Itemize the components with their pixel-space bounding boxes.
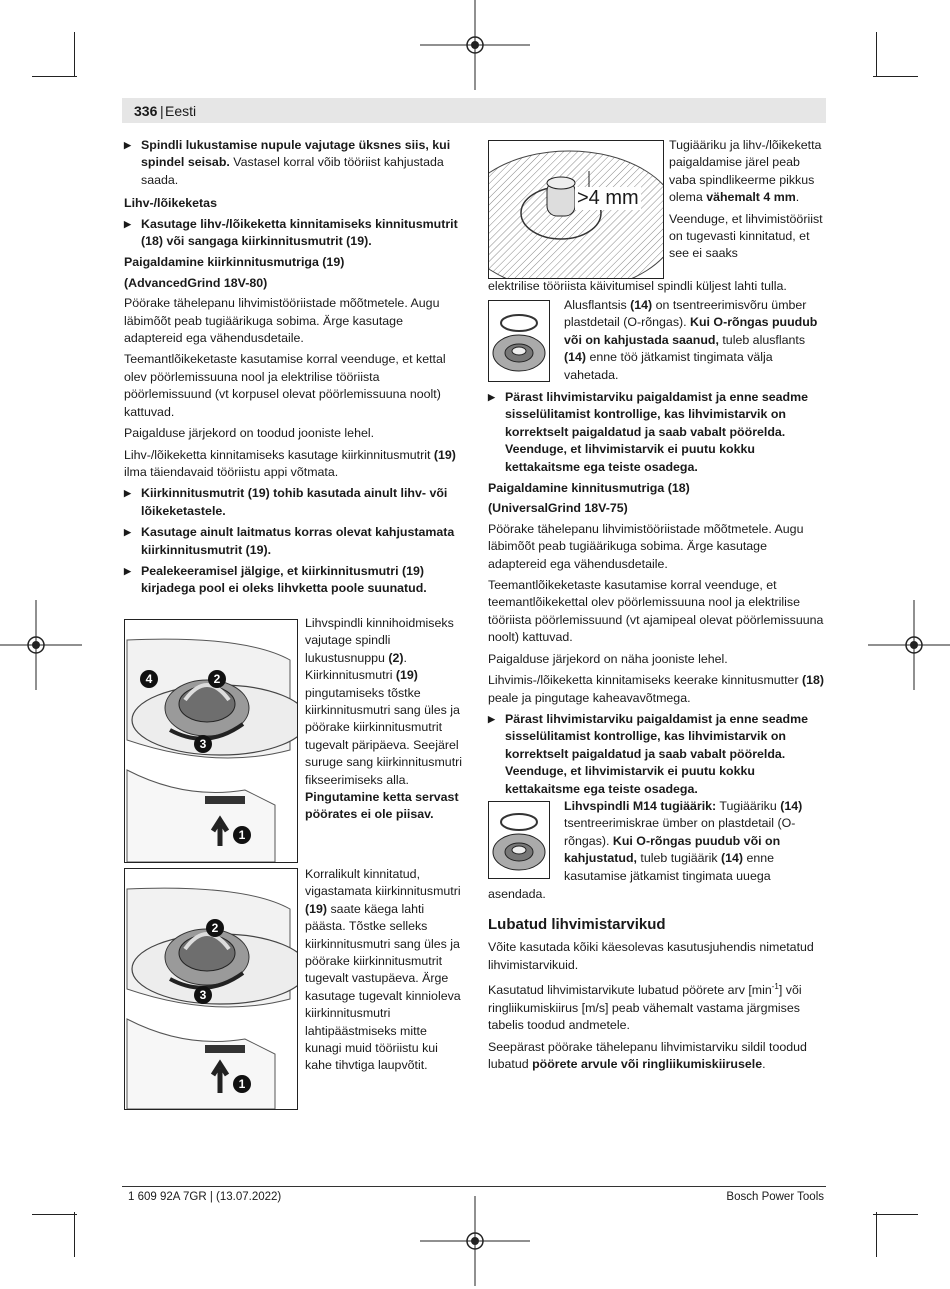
header-separator: | xyxy=(160,103,164,119)
grinder-illustration xyxy=(125,869,297,1109)
measurement-label: >4 mm xyxy=(577,187,639,209)
section-subheading: (UniversalGrind 18V-75) xyxy=(488,501,628,516)
allowed-accessories-section xyxy=(488,908,828,1077)
registration-mark-icon xyxy=(868,600,950,690)
right-column xyxy=(488,389,828,802)
paragraph: asendada. xyxy=(488,887,546,901)
paragraph: Lihvimis-/lõikeketta kinnitamiseks keerake kinnitusmutter (18) peale ja pingutage kaheavavõtmega. xyxy=(488,673,825,705)
crop-mark xyxy=(32,1214,77,1215)
crop-mark xyxy=(873,76,918,77)
callout-number-3: 3 xyxy=(194,986,212,1004)
crop-mark xyxy=(74,32,75,77)
warning-bullet: ▶ Spindli lukustamise nupule vajutage üksnes siis, kui spindel seisab. Vastasel korral võib tööriist kahjustada saada. xyxy=(124,137,460,189)
paragraph: Paigalduse järjekord on näha jooniste lehel. xyxy=(488,651,728,666)
callout-number-4: 4 xyxy=(140,670,158,688)
paragraph: Pöörake tähelepanu lihvimistööriistade mõõtmetele. Augu läbimõõt peab tugiäärikuga sobima. Ärge kasutage adaptereid ega vähendusdetaile. xyxy=(124,296,440,346)
figure-caption: Alusflantsis (14) on tsentreerimisvõru ümber plastdetail (O-rõngas). Kui O-rõngas puudub või on kahjustada saanud, tuleb alusflants (14) enne töö jätkamist tingimata välja vahetada. xyxy=(564,298,818,382)
flange-icon xyxy=(489,802,549,878)
paragraph: Võite kasutada kõiki käesolevas kasutusjuhendis nimetatud lihvimistarvikuid. xyxy=(488,940,814,972)
warning-bullet: ▶ Kasutage lihv-/lõikeketta kinnitamiseks kinnitusmutrit (18) või sangaga kiirkinnitusmutrit (19). xyxy=(124,216,460,251)
figure-caption: Lihvspindli M14 tugiäärik: Tugiääriku (14) tsentreerimiskrae ümber on plastdetail (O-rõngas). Kui O-rõngas puudub või on kahjustatud, tuleb tugiäärik (14) enne kasutamise jätkamist tingimata uuega xyxy=(564,799,803,883)
registration-mark-icon xyxy=(420,0,530,90)
warning-bullet: ▶ Pärast lihvimistarviku paigaldamist ja enne seadme sisselülitamist kontrollige, kas lihvimistarvik on korrektselt paigaldatud ja saab vabalt pöörelda. Veenduge, et lihvimistarvik ei puutu kokku kettakaitsme ega teiste osadega. xyxy=(488,389,828,476)
figure-support-flange xyxy=(488,801,550,879)
page-number: 336 xyxy=(134,103,158,119)
flange-icon xyxy=(489,301,549,381)
section-heading: Lihv-/lõikeketas xyxy=(124,196,217,211)
figure-caption: Korralikult kinnitatud, vigastamata kiirkinnitusmutri (19) saate käega lahti päästa. Tõstke selleks kiirkinnitusmutri sang üles ja pöörake kiirkinnitusmutrit tugevalt vastupäeva. Ärge kasutage tugevalt kinnioleva kiirkinnitusmutri lahtipäästmiseks mitte kunagi muid tööriistu kui kahe tihvtiga laupvõtit. xyxy=(305,867,461,1073)
warning-bullet: ▶ Pärast lihvimistarviku paigaldamist ja enne seadme sisselülitamist kontrollige, kas lihvimistarvik on korrektselt paigaldatud ja saab vabalt pöörelda. Veenduge, et lihvimistarvik ei puutu kokku kettakaitsme ega teiste osadega. xyxy=(488,711,828,798)
section-subheading: (AdvancedGrind 18V-80) xyxy=(124,275,268,290)
brand-label: Bosch Power Tools xyxy=(726,1191,824,1203)
figure-o-ring-flange xyxy=(488,300,550,382)
crop-mark xyxy=(873,1214,918,1215)
page-header-bar xyxy=(122,98,826,123)
registration-mark-icon xyxy=(0,600,82,690)
figure-caption: Tugiääriku ja lihv-/lõikeketta paigaldamise järel peab vaba spindlikeerme pikkus olema vähemalt 4 mm. Veenduge, et lihvimistööriist on tugevasti kinnitatud, et see ei saaks xyxy=(669,137,829,267)
figure-tighten-nut xyxy=(124,619,298,863)
warning-bullet: ▶ Kiirkinnitusmutrit (19) tohib kasutada ainult lihv- või lõikeketastele. xyxy=(124,485,460,520)
paragraph: Seepärast pöörake tähelepanu lihvimistarviku sildil toodud lubatud pöörete arvule või ringliikumiskiirusele. xyxy=(488,1039,807,1071)
callout-number-2: 2 xyxy=(206,919,224,937)
callout-number-1: 1 xyxy=(233,826,251,844)
crop-mark xyxy=(876,32,877,77)
page-language: Eesti xyxy=(165,103,197,119)
paragraph: Kasutatud lihvimistarvikute lubatud pöörete arv $[\min^{-1}]$ või ringliikumiskiirus [m/s] peab vähemalt vastama järgmises tabelis toodud andmetele. xyxy=(488,982,802,1033)
paragraph: Teemantlõikeketaste kasutamise korral veenduge, et teemantlõikekettal olev pöörlemissuuna nool ja elektrilise tööriista pöörlemissuund (vt ajamipeal olevat pöörlemissuuna noolt) kattuvad. xyxy=(488,578,824,645)
callout-number-1: 1 xyxy=(233,1075,251,1093)
section-title: Lubatud lihvimistarvikud xyxy=(488,916,666,933)
paragraph: Paigalduse järjekord on toodud jooniste lehel. xyxy=(124,426,375,441)
paragraph: Teemantlõikeketaste kasutamise korral veenduge, et kettal olev pöörlemissuuna nool ja elektrilise tööriista pöörlemissuund (vt korpusel olevat pöörlemissuuna noolt) kattuvad. xyxy=(124,352,446,419)
callout-number-3: 3 xyxy=(194,735,212,753)
callout-number-2: 2 xyxy=(208,670,226,688)
figure-thread-length xyxy=(488,140,664,279)
footer-rule xyxy=(122,1186,826,1187)
paragraph: elektrilise tööriista käivitumisel spindli küljest lahti tulla. xyxy=(488,279,787,293)
paragraph: Pöörake tähelepanu lihvimistööriistade mõõtmetele. Augu läbimõõt peab tugiäärikuga sobima. Ärge kasutage adaptereid ega vähendusdetaile. xyxy=(488,521,804,571)
warning-bullet: ▶ Kasutage ainult laitmatus korras olevat kahjustamata kiirkinnitusmutrit (19). xyxy=(124,524,460,559)
paragraph: Veenduge, et lihvimistööriist on tugevasti kinnitatud, et see ei saaks xyxy=(669,211,823,261)
section-heading: Paigaldamine kinnitusmutriga (18) xyxy=(488,481,690,496)
registration-mark-icon xyxy=(420,1196,530,1286)
crop-mark xyxy=(74,1212,75,1257)
document-code: 1 609 92A 7GR | (13.07.2022) xyxy=(128,1191,282,1203)
left-column xyxy=(124,137,460,602)
figure-caption: Lihvspindli kinnihoidmiseks vajutage spindli lukustusnuppu (2). Kiirkinnitusmutri (19) pingutamiseks tõstke kiirkinnitusmutri sang üles ja pöörake kiirkinnitusmutrit tugevalt päripäeva. Seejärel suruge sang kiirkinnitusmutri fikseerimiseks alla. Pingutamine ketta servast pöörates ei ole piisav. xyxy=(305,616,463,822)
section-heading: Paigaldamine kiirkinnitusmutriga (19) xyxy=(124,255,345,270)
warning-bullet: ▶ Pealekeeramisel jälgige, et kiirkinnitusmutri (19) kirjadega pool ei oleks lihvketta poole suunatud. xyxy=(124,563,460,598)
figure-loosen-nut xyxy=(124,868,298,1110)
paragraph: Lihv-/lõikeketta kinnitamiseks kasutage kiirkinnitusmutrit (19) ilma täiendavaid tööriistu appi võtmata. xyxy=(124,447,456,479)
crop-mark xyxy=(32,76,77,77)
crop-mark xyxy=(876,1212,877,1257)
